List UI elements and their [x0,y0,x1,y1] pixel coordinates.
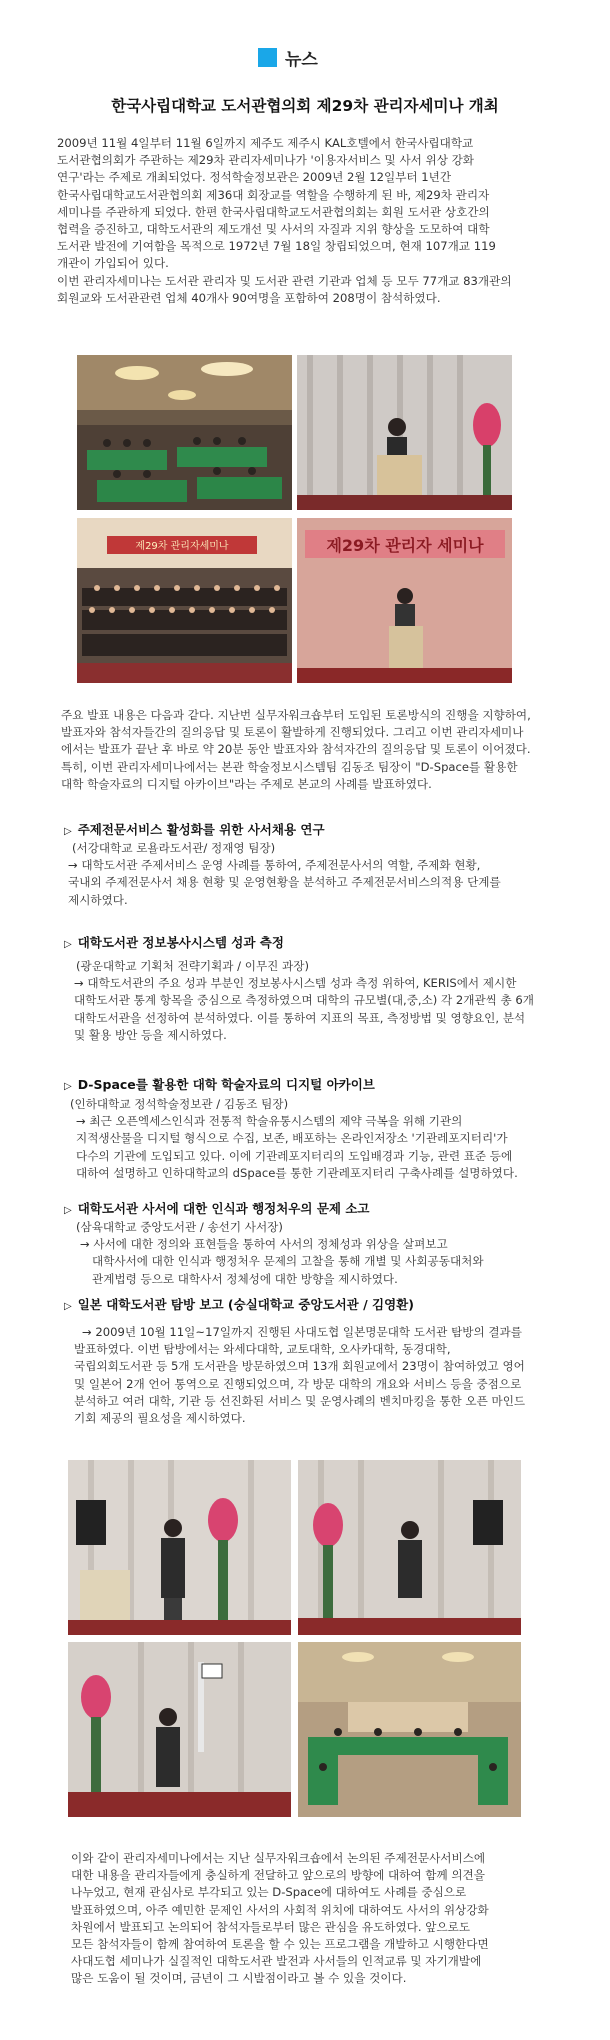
section-title: ▷ D-Space를 활용한 대학 학술자료의 디지털 아카이브 [64,1077,375,1092]
text-line: 협력을 증진하고, 대학도서관의 제도개선 및 사서의 자질과 지위 향상을 도모하여 대학 [57,222,490,237]
text-line: 국립외회도서관 등 5개 도서관을 방문하였으며 13개 회원교에서 23명이 참여하였고 영어 [74,1359,525,1374]
text-line: 분석하고 여러 대학, 기관 등 선진화된 서비스 및 운영사례의 벤치마킹을 통한 오픈 마인드 [74,1393,526,1408]
text-line: 발표하였다. 이번 탐방에서는 와세다대학, 교토대학, 오사카대학, 동경대학, [74,1342,451,1357]
text-line: 대하여 설명하고 인하대학교의 dSpace를 통한 기관레포지터리 구축사례를 설명하였다. [76,1165,518,1180]
text-line: (인하대학교 정석학술정보관 / 김동조 팀장) [70,1097,289,1111]
text-line: 특히, 이번 관리자세미나에서는 본관 학술정보시스템팀 김동조 팀장이 "D-Space를 활용한 [61,759,518,774]
triangle-bullet-icon: ▷ [64,1205,72,1216]
triangle-bullet-icon: ▷ [64,1301,72,1312]
triangle-bullet-icon: ▷ [64,1081,72,1092]
photo-speaker-banner [297,518,512,683]
triangle-bullet-icon: ▷ [64,939,72,950]
text-line: 연구'라는 주제로 개최되었다. 정석학술정보관은 2009년 2월 12일부터 1년간 [57,170,452,185]
text-line: 도서관협의회가 주관하는 제29차 관리자세미나가 '이용자서비스 및 사서 위상 강화 [57,153,475,168]
section-body [74,1324,594,1427]
section-title: ▷ 대학도서관 정보봉사시스템 성과 측정 [64,935,284,950]
text-line: → 사서에 대한 정의와 표현들을 통하여 사서의 정체성과 위상을 살펴보고 [80,1237,448,1252]
text-line: 나누었고, 현재 관심사로 부각되고 있는 D-Space에 대하여도 사례를 중심으로 [71,1885,467,1900]
text-line: → 대학도서관 주제서비스 운영 사례를 통하여, 주제전문사서의 역할, 주제화 현황, [68,858,481,873]
text-line: 대한 내용을 관리자들에게 충실하게 전달하고 앞으로의 방향에 대하여 함께 의견을 [71,1868,485,1883]
photo-presenter-3 [68,1642,291,1817]
triangle-bullet-icon: ▷ [64,826,72,837]
text-line: 관계법령 등으로 대학사서 정체성에 대한 방향을 제시하였다. [92,1271,398,1286]
text-line: 주요 발표 내용은 다음과 같다. 지난번 실무자워크숍부터 도입된 토론방식의 진행을 지향하여, [61,708,531,722]
text-line: 많은 도움이 될 것이며, 금년이 그 시발점이라고 볼 수 있을 것이다. [71,1971,407,1986]
news-label: 뉴스 [285,49,318,70]
text-line: 에서는 발표가 끝난 후 바로 약 20분 동안 발표자와 참석자간의 질의응답 및 토론이 이어졌다. [61,742,531,757]
photo-meeting-room [298,1642,521,1817]
section-title: ▷ 일본 대학도서관 탐방 보고 (숭실대학교 중앙도서관 / 김영환) [64,1297,414,1312]
square-bullet-icon [258,48,277,67]
text-line: 사대도협 세미나가 실질적인 대학도서관 발전과 사서들의 인적교류 및 자기개발에 [71,1954,482,1969]
photo-presenter-1 [68,1460,291,1635]
text-line: 다수의 기관에 도입되고 있다. 이에 기관레포지터리의 도입배경과 기능, 관련 표준 등에 [76,1148,513,1163]
intro-paragraph [57,135,577,307]
text-line: 이와 같이 관리자세미나에서는 지난 실무자워크숍에서 논의된 주제전문사서비스에 [71,1851,486,1865]
text-line: 세미나를 주관하게 되었다. 한편 한국사립대학교도서관협의회는 회원 도서관 상호간의 [57,204,490,219]
text-line: (삼육대학교 중앙도서관 / 송선기 사서장) [76,1220,283,1234]
text-line: 국내외 주제전문사서 채용 현황 및 운영현황을 분석하고 주제전문서비스의적용 단계를 [68,875,501,890]
section-title: ▷ 대학도서관 사서에 대한 인식과 행정처우의 문제 소고 [64,1201,370,1216]
text-line: 지적생산물을 디지털 형식으로 수집, 보존, 배포하는 온라인저장소 '기관레포지터리'가 [76,1131,508,1146]
summary-paragraph [61,707,581,793]
photo-seminar-hall [77,355,292,510]
text-line: 대학도서관을 선정하여 분석하였다. 이를 통하여 지표의 목표, 측정방법 및 영향요인, 분석 [74,1010,526,1025]
closing-paragraph [71,1850,591,1988]
text-line: 대학도서관 통계 항목을 중심으로 측정하였으며 대학의 규모별(대,중,소) 각 2개관씩 총 6개 [74,993,535,1008]
text-line: 개관이 가입되어 있다. [57,256,169,271]
text-line: 이번 관리자세미나는 도서관 관리자 및 도서관 관련 기관과 업체 등 모두 77개교 83개관의 [57,273,512,288]
section-body [76,1219,596,1288]
section-body [68,958,588,1044]
banner-text: 제29차 관리자 세미나 [326,536,484,555]
text-line: 회원교와 도서관관련 업체 40개사 90여명을 포함하여 208명이 참석하였다. [57,290,441,305]
text-line: 도서관 발전에 기여함을 목적으로 1972년 7월 18일 창립되었으며, 현재 107개교 119 [57,239,496,254]
text-line: (광운대학교 기획처 전략기획과 / 이무진 과장) [76,959,309,973]
article-title: 한국사립대학교 도서관협의회 제29차 관리자세미나 개최 [111,97,499,115]
text-line: 차원에서 발표되고 논의되어 참석자들로부터 많은 관심을 유도하였다. 앞으로도 [71,1919,471,1934]
text-line: 발표자와 참석자들간의 질의응답 및 토론이 활발하게 진행되었다. 그리고 이번 관리자세미나 [61,725,524,740]
text-line: → 최근 오픈엑세스인식과 전통적 학술유통시스템의 제약 극복을 위해 기관의 [76,1114,463,1129]
photo-presenter-2 [298,1460,521,1635]
text-line: 대학사서에 대한 인식과 행정처우 문제의 고찰을 통해 개별 및 사회공동대처와 [92,1254,484,1269]
text-line: 및 일본어 2개 언어 통역으로 진행되었으며, 각 방문 대학의 개요와 서비스 등을 중점으로 [74,1376,522,1391]
section-body [70,1096,590,1182]
photo-group [77,518,292,683]
text-line: 모든 참석자들이 함께 참여하여 토론을 할 수 있는 프로그램을 개발하고 시행한다면 [71,1937,489,1952]
text-line: 발표하였으며, 아주 예민한 문제인 사서의 사회적 위치에 대하여도 사서의 위상강화 [71,1902,489,1917]
text-line: (서강대학교 로욜라도서관/ 정재영 팀장) [72,841,276,855]
banner-text: 제29차 관리자세미나 [135,541,229,552]
text-line: 기회 제공의 필요성을 제시하였다. [74,1411,246,1426]
text-line: 대학 학술자료의 디지털 아카이브"라는 주제로 본교의 사례를 발표하였다. [61,776,432,791]
text-line: → 대학도서관의 주요 성과 부분인 정보봉사시스템 성과 측정 위하여, KERIS에서 제시한 [74,976,517,991]
text-line: 2009년 11월 4일부터 11월 6일까지 제주도 제주시 KAL호텔에서 한국사립대학교 [57,136,474,150]
section-title: ▷ 주제전문서비스 활성화를 위한 사서채용 연구 [64,822,325,837]
text-line: 한국사립대학교도서관협의회 제36대 회장교를 역할을 수행하게 된 바, 제29차 관리자 [57,187,490,202]
photo-speaker-podium [297,355,512,510]
text-line: → 2009년 10월 11일~17일까지 진행된 사대도협 일본명문대학 도서관 탐방의 결과를 [82,1325,522,1339]
news-header [258,46,318,68]
text-line: 및 활용 방안 등을 제시하였다. [74,1027,227,1042]
text-line: 제시하였다. [68,892,128,907]
section-body [68,840,588,909]
